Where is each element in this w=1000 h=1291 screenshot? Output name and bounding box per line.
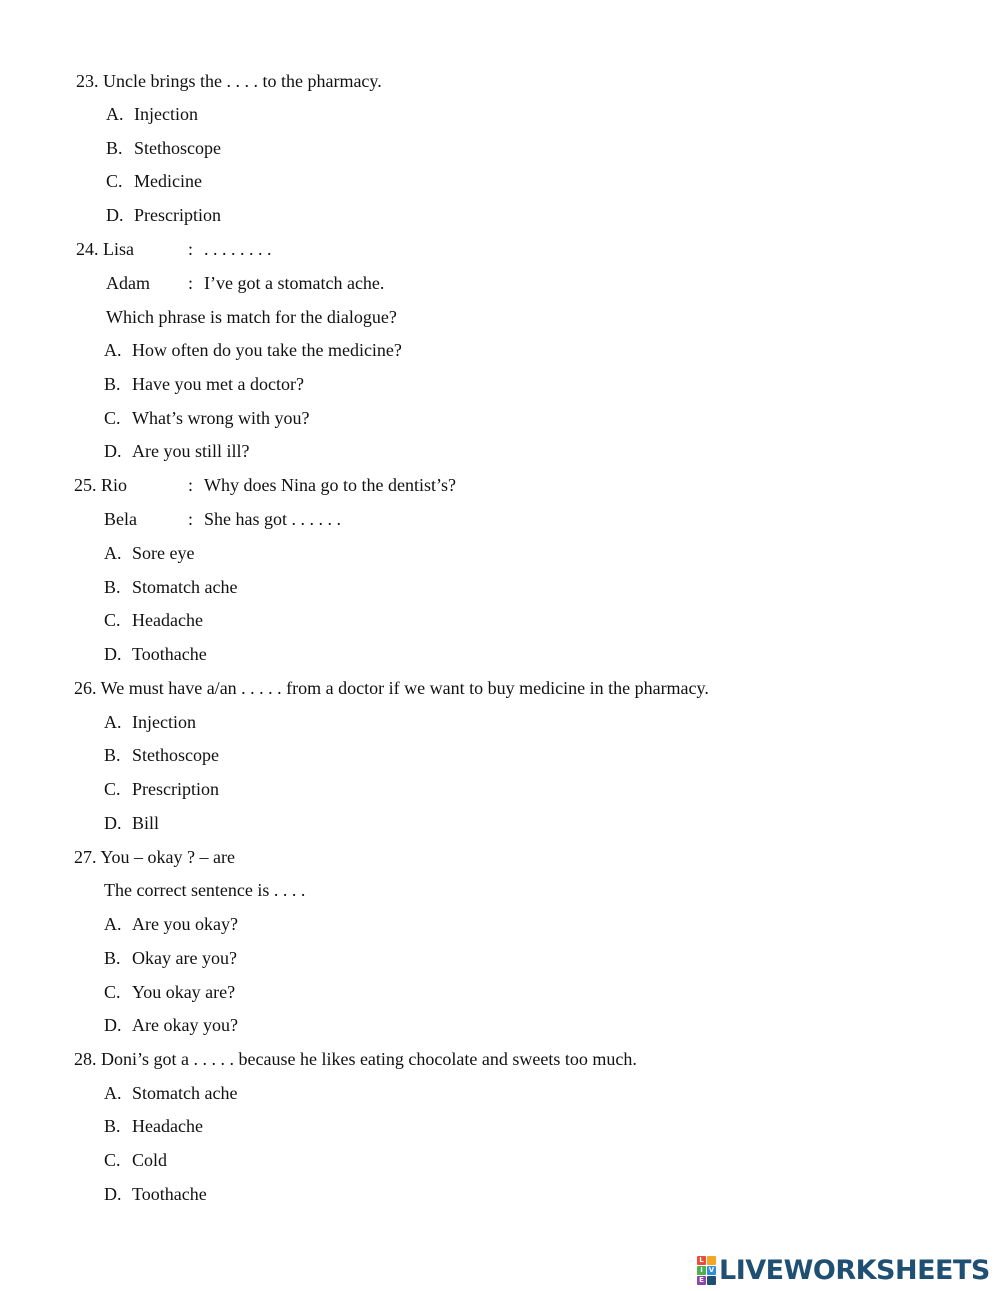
option-label: D. xyxy=(106,205,124,225)
dialogue-text: . . . . . . . . xyxy=(204,239,272,259)
option-text: Medicine xyxy=(134,171,202,191)
logo-text: LIVEWORKSHEETS xyxy=(719,1254,990,1286)
question-26-option-b[interactable] xyxy=(104,744,219,766)
colon: : xyxy=(188,239,194,259)
option-label: C. xyxy=(104,982,121,1002)
option-text: Are okay you? xyxy=(132,1015,238,1035)
option-text: Are you still ill? xyxy=(132,441,250,461)
option-label: A. xyxy=(104,340,122,360)
option-label: C. xyxy=(104,610,121,630)
option-text: Stethoscope xyxy=(134,138,221,158)
option-label: D. xyxy=(104,813,122,833)
option-text: What’s wrong with you? xyxy=(132,408,310,428)
question-27-prompt: The correct sentence is . . . . xyxy=(104,880,306,900)
option-text: Are you okay? xyxy=(132,914,238,934)
option-text: Injection xyxy=(132,712,196,732)
option-label: B. xyxy=(104,374,121,394)
option-label: C. xyxy=(104,1150,121,1170)
option-label: A. xyxy=(104,1083,122,1103)
logo-cube: L xyxy=(697,1256,706,1265)
option-text: How often do you take the medicine? xyxy=(132,340,402,360)
option-text: You okay are? xyxy=(132,982,236,1002)
option-label: A. xyxy=(104,712,122,732)
question-25-option-c[interactable] xyxy=(104,609,203,631)
question-27-option-b[interactable] xyxy=(104,947,237,969)
option-text: Cold xyxy=(132,1150,168,1170)
question-24-prompt: Which phrase is match for the dialogue? xyxy=(106,307,397,327)
option-label: D. xyxy=(104,1015,122,1035)
option-text: Prescription xyxy=(134,205,221,225)
question-24-dialogue-line xyxy=(106,272,384,294)
option-label: D. xyxy=(104,1184,122,1204)
option-text: Headache xyxy=(132,610,203,630)
option-text: Okay are you? xyxy=(132,948,237,968)
dialogue-text: She has got . . . . . . xyxy=(204,509,341,529)
question-26-option-d[interactable] xyxy=(104,812,159,834)
option-text: Have you met a doctor? xyxy=(132,374,304,394)
question-23-option-d[interactable] xyxy=(106,204,221,226)
option-label: B. xyxy=(106,138,123,158)
speaker-lisa: 24. Lisa xyxy=(76,239,134,259)
question-25-stem xyxy=(74,474,456,496)
question-25-option-d[interactable] xyxy=(104,643,207,665)
logo-cube: V xyxy=(708,1265,715,1274)
option-label: A. xyxy=(106,104,124,124)
question-24-option-b[interactable] xyxy=(104,373,304,395)
question-27-stem: 27. You – okay ? – are xyxy=(74,847,235,867)
question-27-option-d[interactable] xyxy=(104,1014,238,1036)
option-text: Stomatch ache xyxy=(132,1083,238,1103)
option-label: C. xyxy=(104,408,121,428)
question-28-option-b[interactable] xyxy=(104,1115,203,1137)
speaker-rio: 25. Rio xyxy=(74,475,128,495)
speaker-adam: Adam xyxy=(106,273,150,293)
question-24-option-c[interactable] xyxy=(104,407,309,429)
option-text: Injection xyxy=(134,104,198,124)
logo-cube xyxy=(707,1276,716,1285)
option-text: Stethoscope xyxy=(132,745,219,765)
question-23-option-b[interactable] xyxy=(106,137,221,159)
question-25-option-b[interactable] xyxy=(104,576,237,598)
question-27-option-a[interactable] xyxy=(104,913,238,935)
logo-cubes-icon xyxy=(697,1256,716,1285)
question-28-option-a[interactable] xyxy=(104,1082,237,1104)
logo-cube xyxy=(707,1256,716,1265)
option-text: Headache xyxy=(132,1116,203,1136)
question-28-option-d[interactable] xyxy=(104,1183,207,1205)
question-28-stem: 28. Doni’s got a . . . . . because he likes eating chocolate and sweets too much. xyxy=(74,1049,637,1069)
option-text: Toothache xyxy=(132,644,207,664)
logo-cube: E xyxy=(697,1276,706,1285)
dialogue-text: I’ve got a stomatch ache. xyxy=(204,273,385,293)
question-23-option-a[interactable] xyxy=(106,103,198,125)
question-26-option-a[interactable] xyxy=(104,711,196,733)
option-text: Prescription xyxy=(132,779,219,799)
colon: : xyxy=(188,509,194,529)
logo-cube: I xyxy=(697,1266,706,1275)
question-25-option-a[interactable] xyxy=(104,542,194,564)
question-24-option-d[interactable] xyxy=(104,440,249,462)
option-label: C. xyxy=(106,171,123,191)
question-28-option-c[interactable] xyxy=(104,1149,167,1171)
option-label: B. xyxy=(104,577,121,597)
question-27-option-c[interactable] xyxy=(104,981,235,1003)
colon: : xyxy=(188,273,194,293)
option-label: A. xyxy=(104,914,122,934)
option-label: B. xyxy=(104,745,121,765)
liveworksheets-logo xyxy=(697,1255,990,1285)
option-text: Stomatch ache xyxy=(132,577,238,597)
question-25-dialogue-line xyxy=(104,508,341,530)
option-label: C. xyxy=(104,779,121,799)
question-26-option-c[interactable] xyxy=(104,778,219,800)
question-24-stem xyxy=(76,238,272,260)
option-label: B. xyxy=(104,948,121,968)
question-26-stem: 26. We must have a/an . . . . . from a doctor if we want to buy medicine in the pharmacy. xyxy=(74,678,709,698)
option-text: Sore eye xyxy=(132,543,195,563)
question-23-stem: 23. Uncle brings the . . . . to the pharmacy. xyxy=(76,71,382,91)
speaker-bela: Bela xyxy=(104,509,137,529)
option-label: D. xyxy=(104,644,122,664)
colon: : xyxy=(188,475,194,495)
dialogue-text: Why does Nina go to the dentist’s? xyxy=(204,475,456,495)
question-24-option-a[interactable] xyxy=(104,339,402,361)
option-text: Toothache xyxy=(132,1184,207,1204)
option-text: Bill xyxy=(132,813,160,833)
question-23-option-c[interactable] xyxy=(106,170,202,192)
option-label: D. xyxy=(104,441,122,461)
option-label: B. xyxy=(104,1116,121,1136)
option-label: A. xyxy=(104,543,122,563)
